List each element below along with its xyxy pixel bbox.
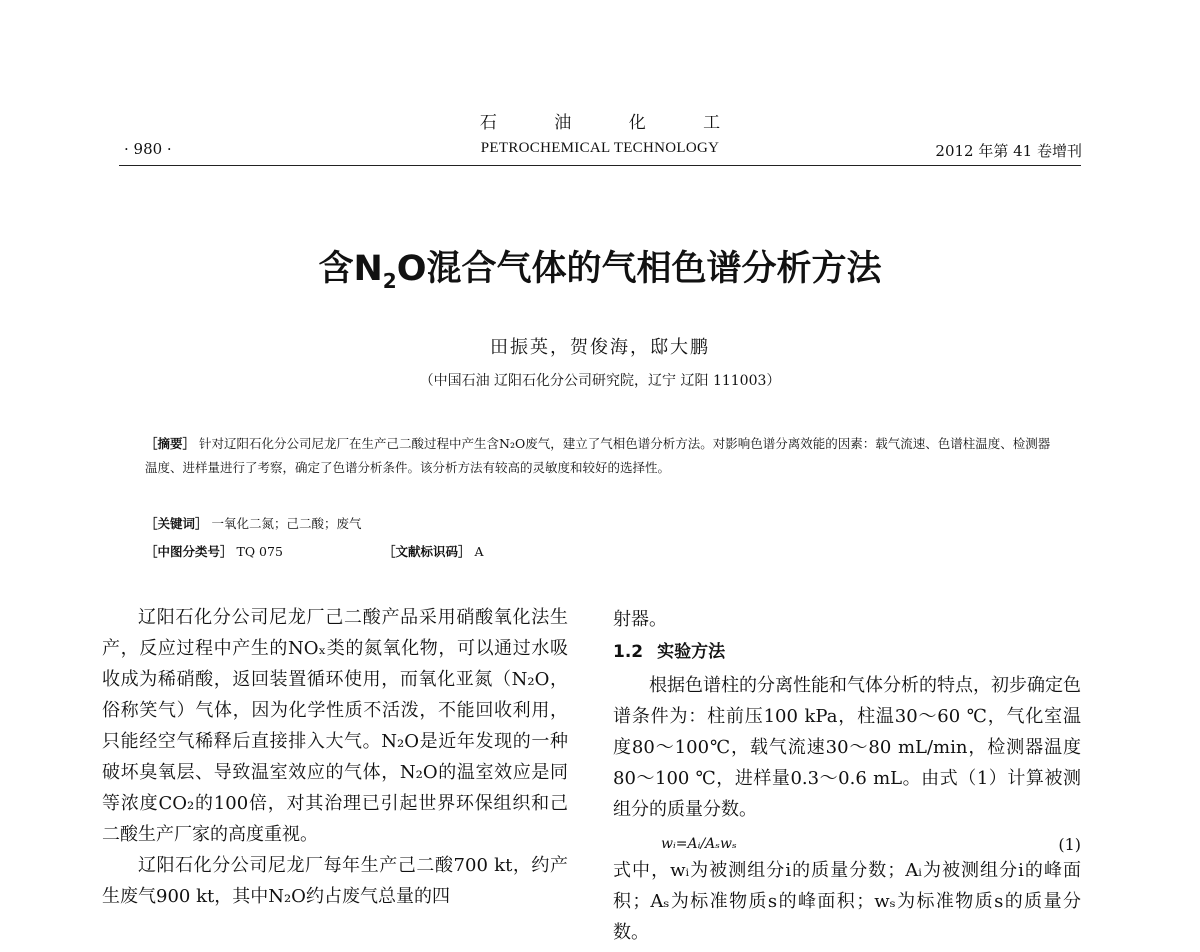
formula-row — [613, 825, 1081, 855]
section-title: 实验方法 — [657, 642, 726, 662]
issue-info: 2012 年第 41 卷增刊 — [935, 142, 1082, 160]
header-rule — [119, 165, 1081, 166]
title-prefix: 含N — [318, 249, 383, 289]
doc-code: A — [474, 544, 484, 559]
doc-code-line — [383, 540, 484, 564]
abstract-label: ［摘要］ — [145, 436, 196, 451]
body-paragraph: 式中，wᵢ为被测组分i的质量分数；Aᵢ为被测组分i的峰面积；Aₛ为标准物质s的峰面积；wₛ为标准物质s的质量分数。 — [613, 860, 1081, 943]
keywords-label: ［关键词］ — [145, 516, 208, 531]
formula-number: (1) — [1058, 835, 1081, 854]
left-column — [102, 602, 568, 912]
section-heading — [613, 637, 1081, 668]
keywords-line — [145, 512, 1060, 536]
continued-text: 射器。 — [613, 609, 667, 630]
article-title — [0, 241, 1200, 293]
abstract-text: 针对辽阳石化分公司尼龙厂在生产己二酸过程中产生含N₂O废气，建立了气相色谱分析方法。对影响色谱分离效能的因素：载气流速、色谱柱温度、检测器温度、进样量进行了考察，确定了色谱分析条件。该分析方法有较高的灵敏度和较好的选择性。 — [145, 436, 1051, 475]
formula: wᵢ=Aᵢ/Aₛwₛ — [661, 836, 737, 852]
affiliation: （中国石油 辽阳石化分公司研究院，辽宁 辽阳 111003） — [419, 373, 781, 389]
right-column — [613, 604, 1081, 948]
body-paragraph: 辽阳石化分公司尼龙厂每年生产己二酸700 kt，约产生废气900 kt，其中N₂O约占废气总量的四 — [102, 855, 568, 907]
section-number: 1.2 — [613, 642, 644, 662]
authors: 田振英，贺俊海，邸大鹏 — [490, 337, 710, 358]
classification-line — [145, 540, 1060, 564]
doc-code-label: ［文献标识码］ — [383, 544, 471, 559]
classification-label: ［中图分类号］ — [145, 544, 233, 559]
title-suffix: O混合气体的气相色谱分析方法 — [396, 249, 882, 289]
page-number: · 980 · — [124, 140, 172, 158]
classification-code: TQ 075 — [236, 544, 283, 559]
body-paragraph: 辽阳石化分公司尼龙厂己二酸产品采用硝酸氧化法生产，反应过程中产生的NOₓ类的氮氧化物，可以通过水吸收成为稀硝酸，返回装置循环使用，而氧化亚氮（N₂O，俗称笑气）气体，因为化学性质不活泼，不能回收利用，只能经空气稀释后直接排入大气。N₂O是近年发现的一种破坏臭氧层、导致温室效应的气体，N₂O的温室效应是同等浓度CO₂的100倍，对其治理已引起世界环保组织和己二酸生产厂家的高度重视。 — [102, 607, 568, 845]
body-paragraph: 根据色谱柱的分离性能和气体分析的特点，初步确定色谱条件为：柱前压100 kPa，柱温30～60 ℃，气化室温度80～100℃，载气流速30～80 mL/min，检测器温度80～100 ℃，进样量0.3～0.6 mL。由式（1）计算被测组分的质量分数。 — [613, 675, 1081, 820]
abstract — [145, 432, 1060, 480]
title-subscript: 2 — [382, 269, 397, 293]
journal-title-cn: 石 油 化 工 — [479, 113, 747, 133]
journal-title-en: PETROCHEMICAL TECHNOLOGY — [480, 140, 720, 156]
keywords: 一氧化二氮；己二酸；废气 — [211, 516, 362, 531]
